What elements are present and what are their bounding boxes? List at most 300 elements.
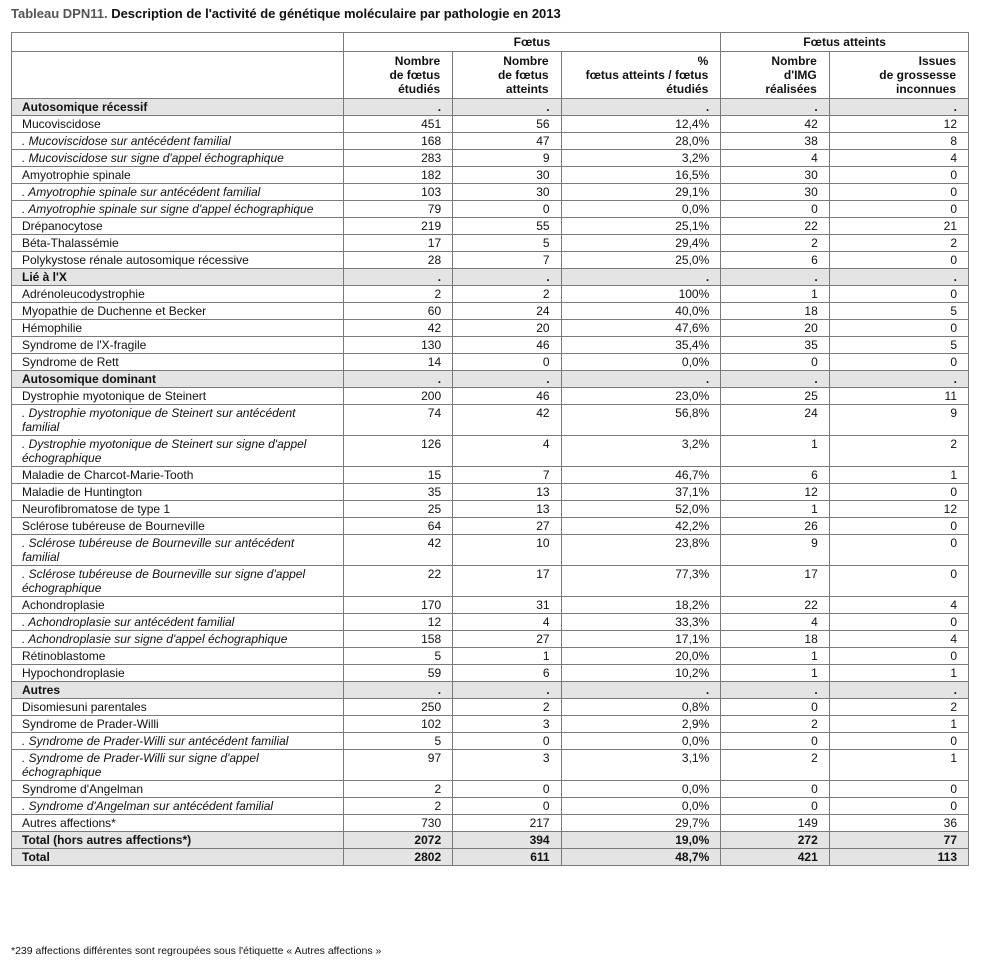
cell-value: 28,0% — [561, 133, 721, 150]
cell-value: 18 — [721, 631, 829, 648]
group-header-foetus-atteints: Fœtus atteints — [721, 33, 969, 52]
cell-value: 9 — [721, 535, 829, 566]
cell-value: 4 — [829, 631, 968, 648]
col-header-line: de fœtus — [389, 68, 441, 82]
table-row — [12, 436, 969, 467]
row-label: Dystrophie myotonique de Steinert — [12, 388, 344, 405]
table-row — [12, 815, 969, 832]
cell-value: . — [721, 682, 829, 699]
table-row — [12, 750, 969, 781]
row-label: . Sclérose tubéreuse de Bourneville sur antécédent familial — [12, 535, 344, 566]
cell-value: 10,2% — [561, 665, 721, 682]
cell-value: 100% — [561, 286, 721, 303]
cell-value: 5 — [343, 648, 453, 665]
table-row — [12, 184, 969, 201]
cell-value: 56,8% — [561, 405, 721, 436]
col-header-line: fœtus atteints / fœtus — [585, 68, 709, 82]
cell-value: 7 — [453, 252, 561, 269]
table-number: Tableau DPN11. — [11, 6, 108, 21]
table-row — [12, 518, 969, 535]
cell-value: . — [561, 99, 721, 116]
cell-value: 4 — [453, 614, 561, 631]
cell-value: 25 — [721, 388, 829, 405]
cell-value: 6 — [721, 467, 829, 484]
cell-value: 130 — [343, 337, 453, 354]
cell-value: . — [721, 269, 829, 286]
table-row — [12, 150, 969, 167]
col-header-issues-inconnues — [829, 52, 968, 99]
col-header-line: de fœtus — [497, 68, 549, 82]
cell-value: 1 — [829, 716, 968, 733]
table-row — [12, 167, 969, 184]
cell-value: 0 — [829, 184, 968, 201]
row-label: Autosomique récessif — [12, 99, 344, 116]
cell-value: 47,6% — [561, 320, 721, 337]
footnote: *239 affections différentes sont regroupées sous l'étiquette « Autres affections » — [11, 945, 382, 957]
cell-value: 3,2% — [561, 150, 721, 167]
cell-value: 36 — [829, 815, 968, 832]
row-label: Syndrome de l'X-fragile — [12, 337, 344, 354]
cell-value: . — [453, 269, 561, 286]
cell-value: 46 — [453, 337, 561, 354]
col-header-pourcentage — [561, 52, 721, 99]
table-row — [12, 133, 969, 150]
cell-value: . — [453, 682, 561, 699]
cell-value: 18,2% — [561, 597, 721, 614]
cell-value: 2072 — [343, 832, 453, 849]
cell-value: 0 — [829, 566, 968, 597]
cell-value: . — [721, 99, 829, 116]
table-row — [12, 252, 969, 269]
cell-value: . — [561, 269, 721, 286]
cell-value: 2 — [343, 798, 453, 815]
cell-value: 5 — [829, 337, 968, 354]
cell-value: 1 — [721, 286, 829, 303]
row-label: Neurofibromatose de type 1 — [12, 501, 344, 518]
cell-value: . — [453, 99, 561, 116]
cell-value: 30 — [453, 184, 561, 201]
table-row — [12, 484, 969, 501]
cell-value: 0 — [721, 733, 829, 750]
category-row — [12, 99, 969, 116]
cell-value: . — [343, 682, 453, 699]
cell-value: 42 — [453, 405, 561, 436]
cell-value: . — [721, 371, 829, 388]
cell-value: 9 — [453, 150, 561, 167]
cell-value: 2 — [829, 436, 968, 467]
cell-value: 0,0% — [561, 201, 721, 218]
row-label: Béta-Thalassémie — [12, 235, 344, 252]
header-empty-2 — [12, 52, 344, 99]
table-row — [12, 665, 969, 682]
cell-value: 23,0% — [561, 388, 721, 405]
cell-value: 158 — [343, 631, 453, 648]
table-title — [11, 6, 561, 21]
row-label: . Dystrophie myotonique de Steinert sur signe d'appel échographique — [12, 436, 344, 467]
cell-value: . — [829, 682, 968, 699]
cell-value: 102 — [343, 716, 453, 733]
cell-value: 14 — [343, 354, 453, 371]
row-label: . Mucoviscidose sur antécédent familial — [12, 133, 344, 150]
cell-value: 17 — [343, 235, 453, 252]
table-row — [12, 798, 969, 815]
cell-value: 730 — [343, 815, 453, 832]
cell-value: 46,7% — [561, 467, 721, 484]
cell-value: 0,0% — [561, 733, 721, 750]
row-label: . Achondroplasie sur signe d'appel échographique — [12, 631, 344, 648]
row-label: Polykystose rénale autosomique récessive — [12, 252, 344, 269]
row-label: Hypochondroplasie — [12, 665, 344, 682]
cell-value: 0 — [829, 201, 968, 218]
cell-value: 3 — [453, 750, 561, 781]
cell-value: 113 — [829, 849, 968, 866]
cell-value: 5 — [453, 235, 561, 252]
cell-value: 19,0% — [561, 832, 721, 849]
cell-value: 74 — [343, 405, 453, 436]
cell-value: 12,4% — [561, 116, 721, 133]
col-header-img — [721, 52, 829, 99]
cell-value: 0 — [453, 354, 561, 371]
row-label: . Syndrome de Prader-Willi sur antécédent familial — [12, 733, 344, 750]
cell-value: . — [343, 99, 453, 116]
cell-value: 2 — [343, 286, 453, 303]
cell-value: 272 — [721, 832, 829, 849]
cell-value: 0 — [829, 518, 968, 535]
cell-value: 4 — [721, 150, 829, 167]
cell-value: 11 — [829, 388, 968, 405]
category-row — [12, 682, 969, 699]
cell-value: 0 — [829, 614, 968, 631]
cell-value: 17,1% — [561, 631, 721, 648]
cell-value: 10 — [453, 535, 561, 566]
cell-value: 64 — [343, 518, 453, 535]
cell-value: 0 — [829, 484, 968, 501]
table-row — [12, 597, 969, 614]
cell-value: 22 — [721, 597, 829, 614]
row-label: Disomiesuni parentales — [12, 699, 344, 716]
cell-value: 30 — [453, 167, 561, 184]
cell-value: 283 — [343, 150, 453, 167]
row-label: Autres — [12, 682, 344, 699]
row-label: Total (hors autres affections*) — [12, 832, 344, 849]
table-row — [12, 116, 969, 133]
cell-value: 0 — [721, 354, 829, 371]
cell-value: 37,1% — [561, 484, 721, 501]
cell-value: 250 — [343, 699, 453, 716]
col-header-line: Nombre — [394, 54, 441, 68]
cell-value: 40,0% — [561, 303, 721, 320]
row-label: . Syndrome de Prader-Willi sur signe d'appel échographique — [12, 750, 344, 781]
cell-value: 77 — [829, 832, 968, 849]
cell-value: 25,0% — [561, 252, 721, 269]
cell-value: 1 — [721, 436, 829, 467]
cell-value: 28 — [343, 252, 453, 269]
cell-value: 0 — [829, 798, 968, 815]
cell-value: 0 — [453, 733, 561, 750]
cell-value: 4 — [721, 614, 829, 631]
table-row — [12, 320, 969, 337]
cell-value: 8 — [829, 133, 968, 150]
cell-value: 33,3% — [561, 614, 721, 631]
cell-value: 42 — [343, 535, 453, 566]
cell-value: 4 — [453, 436, 561, 467]
cell-value: 13 — [453, 484, 561, 501]
col-header-line: Issues — [918, 54, 956, 68]
cell-value: 12 — [343, 614, 453, 631]
table-row — [12, 699, 969, 716]
cell-value: 17 — [721, 566, 829, 597]
cell-value: 35 — [343, 484, 453, 501]
cell-value: 4 — [829, 150, 968, 167]
cell-value: 1 — [829, 467, 968, 484]
row-label: Syndrome d'Angelman — [12, 781, 344, 798]
cell-value: 0 — [829, 286, 968, 303]
cell-value: 0,0% — [561, 798, 721, 815]
row-label: . Syndrome d'Angelman sur antécédent familial — [12, 798, 344, 815]
cell-value: 0 — [829, 781, 968, 798]
row-label: Mucoviscidose — [12, 116, 344, 133]
cell-value: 23,8% — [561, 535, 721, 566]
cell-value: 15 — [343, 467, 453, 484]
cell-value: 5 — [343, 733, 453, 750]
cell-value: 17 — [453, 566, 561, 597]
cell-value: 168 — [343, 133, 453, 150]
category-row — [12, 269, 969, 286]
total-row — [12, 849, 969, 866]
cell-value: 0 — [453, 781, 561, 798]
col-header-line: Nombre — [771, 54, 817, 68]
table-row — [12, 286, 969, 303]
cell-value: 24 — [453, 303, 561, 320]
data-table — [11, 32, 969, 866]
cell-value: 79 — [343, 201, 453, 218]
cell-value: 6 — [453, 665, 561, 682]
row-label: Maladie de Huntington — [12, 484, 344, 501]
cell-value: 48,7% — [561, 849, 721, 866]
cell-value: 0 — [721, 699, 829, 716]
row-label: Rétinoblastome — [12, 648, 344, 665]
row-label: Maladie de Charcot-Marie-Tooth — [12, 467, 344, 484]
cell-value: 0 — [453, 798, 561, 815]
cell-value: 2 — [721, 750, 829, 781]
cell-value: 1 — [829, 665, 968, 682]
table-row — [12, 303, 969, 320]
cell-value: 0 — [829, 535, 968, 566]
col-header-line: Nombre — [503, 54, 549, 68]
cell-value: 3,2% — [561, 436, 721, 467]
table-row — [12, 648, 969, 665]
cell-value: 611 — [453, 849, 561, 866]
cell-value: 3 — [453, 716, 561, 733]
cell-value: 0 — [829, 648, 968, 665]
cell-value: 25,1% — [561, 218, 721, 235]
cell-value: 29,4% — [561, 235, 721, 252]
row-label: . Dystrophie myotonique de Steinert sur antécédent familial — [12, 405, 344, 436]
row-label: Lié à l'X — [12, 269, 344, 286]
cell-value: 394 — [453, 832, 561, 849]
cell-value: 55 — [453, 218, 561, 235]
table-body — [12, 99, 969, 866]
cell-value: 22 — [343, 566, 453, 597]
cell-value: . — [453, 371, 561, 388]
table-row — [12, 733, 969, 750]
cell-value: 421 — [721, 849, 829, 866]
header-empty — [12, 33, 344, 52]
cell-value: 5 — [829, 303, 968, 320]
cell-value: 0 — [829, 320, 968, 337]
cell-value: 9 — [829, 405, 968, 436]
cell-value: . — [561, 371, 721, 388]
cell-value: 2 — [829, 699, 968, 716]
cell-value: 0 — [721, 201, 829, 218]
cell-value: 182 — [343, 167, 453, 184]
cell-value: 20 — [721, 320, 829, 337]
cell-value: . — [561, 682, 721, 699]
group-header-foetus: Fœtus — [343, 33, 721, 52]
table-row — [12, 218, 969, 235]
table-row — [12, 501, 969, 518]
col-header-line: étudiés — [398, 82, 441, 96]
cell-value: 21 — [829, 218, 968, 235]
cell-value: 1 — [829, 750, 968, 781]
row-label: Autosomique dominant — [12, 371, 344, 388]
cell-value: 38 — [721, 133, 829, 150]
cell-value: 24 — [721, 405, 829, 436]
cell-value: 0 — [453, 201, 561, 218]
cell-value: 3,1% — [561, 750, 721, 781]
cell-value: 219 — [343, 218, 453, 235]
cell-value: 30 — [721, 167, 829, 184]
cell-value: . — [829, 371, 968, 388]
cell-value: 12 — [829, 116, 968, 133]
cell-value: 0 — [829, 733, 968, 750]
cell-value: 0 — [829, 252, 968, 269]
table-row — [12, 388, 969, 405]
cell-value: 47 — [453, 133, 561, 150]
row-label: Drépanocytose — [12, 218, 344, 235]
cell-value: 6 — [721, 252, 829, 269]
cell-value: 2 — [453, 699, 561, 716]
cell-value: 52,0% — [561, 501, 721, 518]
cell-value: 13 — [453, 501, 561, 518]
cell-value: 12 — [829, 501, 968, 518]
cell-value: 170 — [343, 597, 453, 614]
cell-value: 0 — [721, 798, 829, 815]
row-label: Syndrome de Prader-Willi — [12, 716, 344, 733]
cell-value: 2 — [721, 716, 829, 733]
cell-value: 200 — [343, 388, 453, 405]
table-caption: Description de l'activité de génétique moléculaire par pathologie en 2013 — [107, 6, 561, 21]
cell-value: 217 — [453, 815, 561, 832]
row-label: Syndrome de Rett — [12, 354, 344, 371]
category-row — [12, 371, 969, 388]
row-label: . Sclérose tubéreuse de Bourneville sur signe d'appel échographique — [12, 566, 344, 597]
cell-value: 42 — [343, 320, 453, 337]
cell-value: 46 — [453, 388, 561, 405]
cell-value: 27 — [453, 631, 561, 648]
table-row — [12, 467, 969, 484]
cell-value: 35 — [721, 337, 829, 354]
table-row — [12, 337, 969, 354]
row-label: Myopathie de Duchenne et Becker — [12, 303, 344, 320]
cell-value: 35,4% — [561, 337, 721, 354]
cell-value: 7 — [453, 467, 561, 484]
row-label: Sclérose tubéreuse de Bourneville — [12, 518, 344, 535]
table-row — [12, 405, 969, 436]
table-row — [12, 716, 969, 733]
cell-value: 1 — [721, 501, 829, 518]
cell-value: . — [343, 269, 453, 286]
col-header-fetus-atteints — [453, 52, 561, 99]
table-row — [12, 781, 969, 798]
cell-value: 2 — [453, 286, 561, 303]
col-header-line: inconnues — [895, 82, 956, 96]
cell-value: 77,3% — [561, 566, 721, 597]
col-header-line: étudiés — [666, 82, 709, 96]
cell-value: 2 — [721, 235, 829, 252]
col-header-line: atteints — [505, 82, 549, 96]
table-row — [12, 614, 969, 631]
cell-value: . — [343, 371, 453, 388]
cell-value: 1 — [721, 648, 829, 665]
cell-value: 20 — [453, 320, 561, 337]
col-header-line: % — [697, 54, 709, 68]
cell-value: 59 — [343, 665, 453, 682]
row-label: Amyotrophie spinale — [12, 167, 344, 184]
row-label: Adrénoleucodystrophie — [12, 286, 344, 303]
cell-value: . — [829, 269, 968, 286]
cell-value: 2 — [829, 235, 968, 252]
table-row — [12, 235, 969, 252]
cell-value: 26 — [721, 518, 829, 535]
row-label: . Mucoviscidose sur signe d'appel échographique — [12, 150, 344, 167]
row-label: . Achondroplasie sur antécédent familial — [12, 614, 344, 631]
cell-value: 103 — [343, 184, 453, 201]
cell-value: 27 — [453, 518, 561, 535]
cell-value: 25 — [343, 501, 453, 518]
cell-value: 0,8% — [561, 699, 721, 716]
cell-value: 126 — [343, 436, 453, 467]
col-header-line: d'IMG — [783, 68, 817, 82]
cell-value: 31 — [453, 597, 561, 614]
cell-value: 0 — [829, 167, 968, 184]
cell-value: 60 — [343, 303, 453, 320]
cell-value: 20,0% — [561, 648, 721, 665]
cell-value: 56 — [453, 116, 561, 133]
table-row — [12, 631, 969, 648]
cell-value: 451 — [343, 116, 453, 133]
cell-value: 16,5% — [561, 167, 721, 184]
table-row — [12, 201, 969, 218]
cell-value: 42 — [721, 116, 829, 133]
row-label: Hémophilie — [12, 320, 344, 337]
cell-value: 29,7% — [561, 815, 721, 832]
cell-value: 149 — [721, 815, 829, 832]
cell-value: 2,9% — [561, 716, 721, 733]
cell-value: 0 — [721, 781, 829, 798]
cell-value: 30 — [721, 184, 829, 201]
row-label: Total — [12, 849, 344, 866]
cell-value: 2 — [343, 781, 453, 798]
row-label: . Amyotrophie spinale sur signe d'appel échographique — [12, 201, 344, 218]
table-row — [12, 566, 969, 597]
cell-value: 22 — [721, 218, 829, 235]
table-row — [12, 354, 969, 371]
cell-value: 18 — [721, 303, 829, 320]
cell-value: . — [829, 99, 968, 116]
col-header-line: réalisées — [765, 82, 817, 96]
cell-value: 97 — [343, 750, 453, 781]
